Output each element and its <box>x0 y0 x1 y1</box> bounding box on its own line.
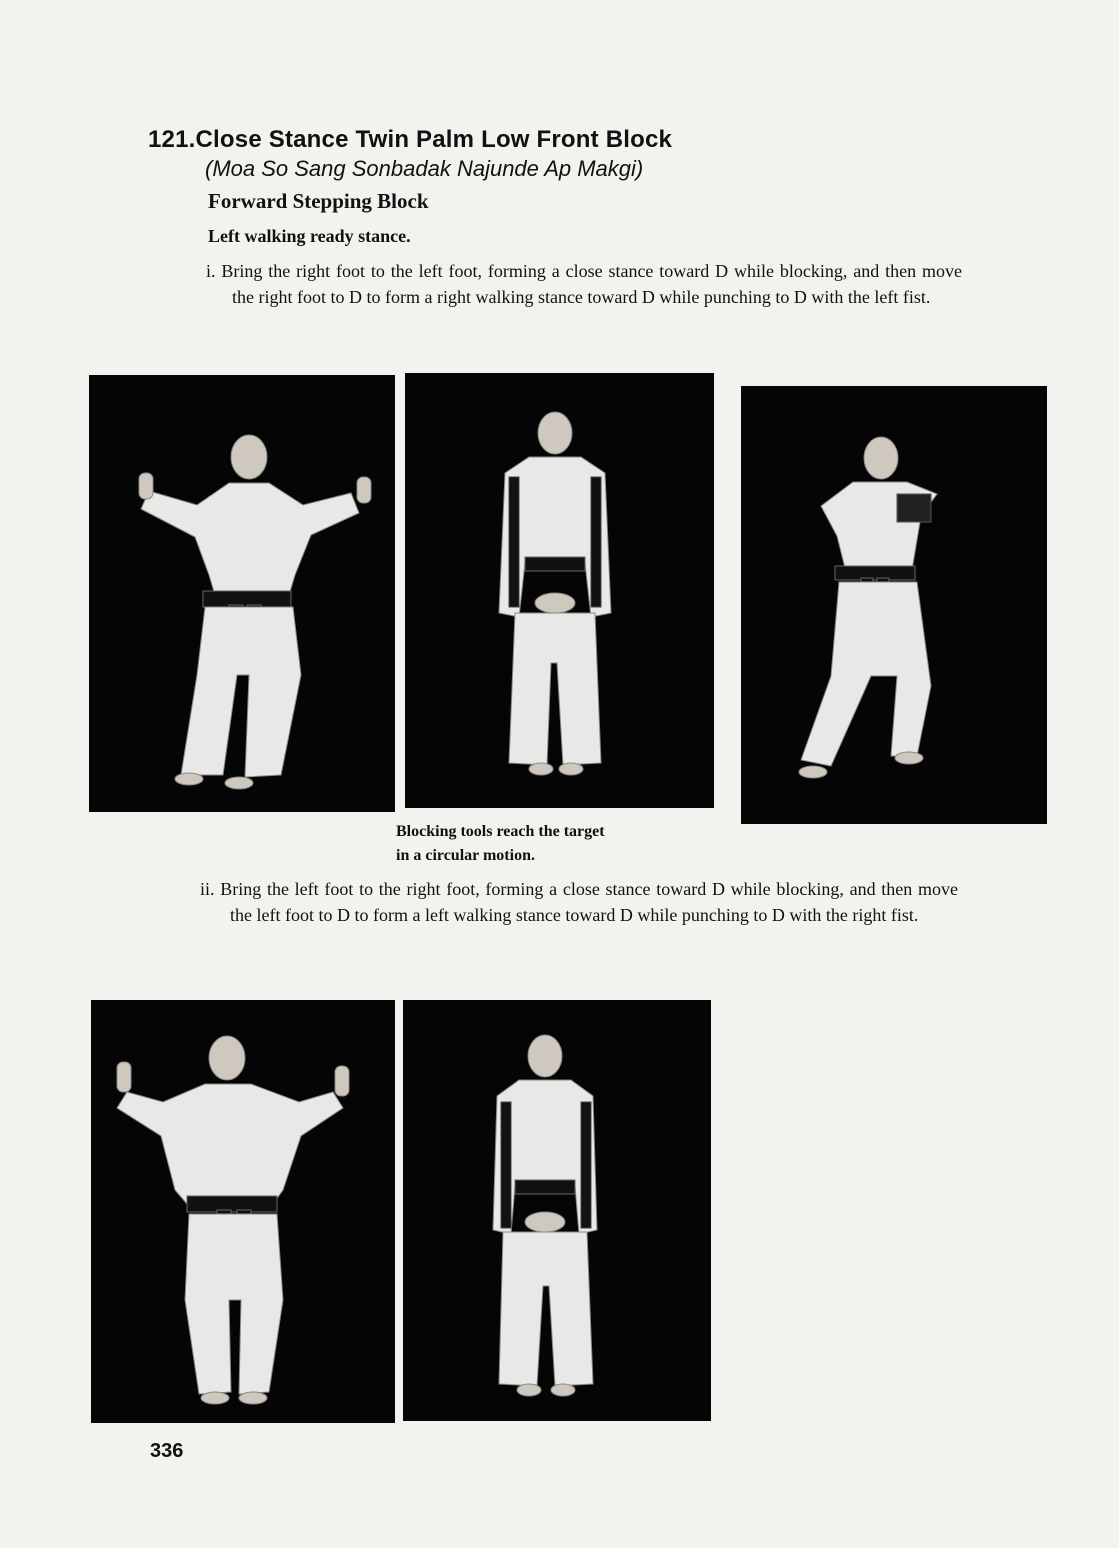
caption-line-2: in a circular motion. <box>396 847 535 864</box>
photo-step1-arms-raised <box>89 375 395 812</box>
section-heading: Forward Stepping Block <box>208 189 429 213</box>
page-number: 336 <box>150 1440 184 1462</box>
photo-step2-arms-raised <box>91 1000 395 1423</box>
step-1-text: i. Bring the right foot to the left foot, forming a close stance toward D while blocking, and then move the right foot to D to form a right walking stance toward D while punching to D with the left fist. <box>206 261 962 307</box>
page-title: 121.Close Stance Twin Palm Low Front Block <box>148 126 673 153</box>
photo-step1-close-stance <box>405 373 714 808</box>
step-2-text: ii. Bring the left foot to the right foot, forming a close stance toward D while blocking, and then move the left foot to D to form a left walking stance toward D while punching to D with the right fist. <box>200 879 958 925</box>
photo-step1-walking-punch <box>741 386 1047 824</box>
photo-caption <box>396 820 706 868</box>
ready-stance: Left walking ready stance. <box>208 226 411 246</box>
korean-subtitle: (Moa So Sang Sonbadak Najunde Ap Makgi) <box>205 156 644 181</box>
photo-step2-close-stance <box>403 1000 711 1421</box>
caption-line-1: Blocking tools reach the target <box>396 823 605 840</box>
